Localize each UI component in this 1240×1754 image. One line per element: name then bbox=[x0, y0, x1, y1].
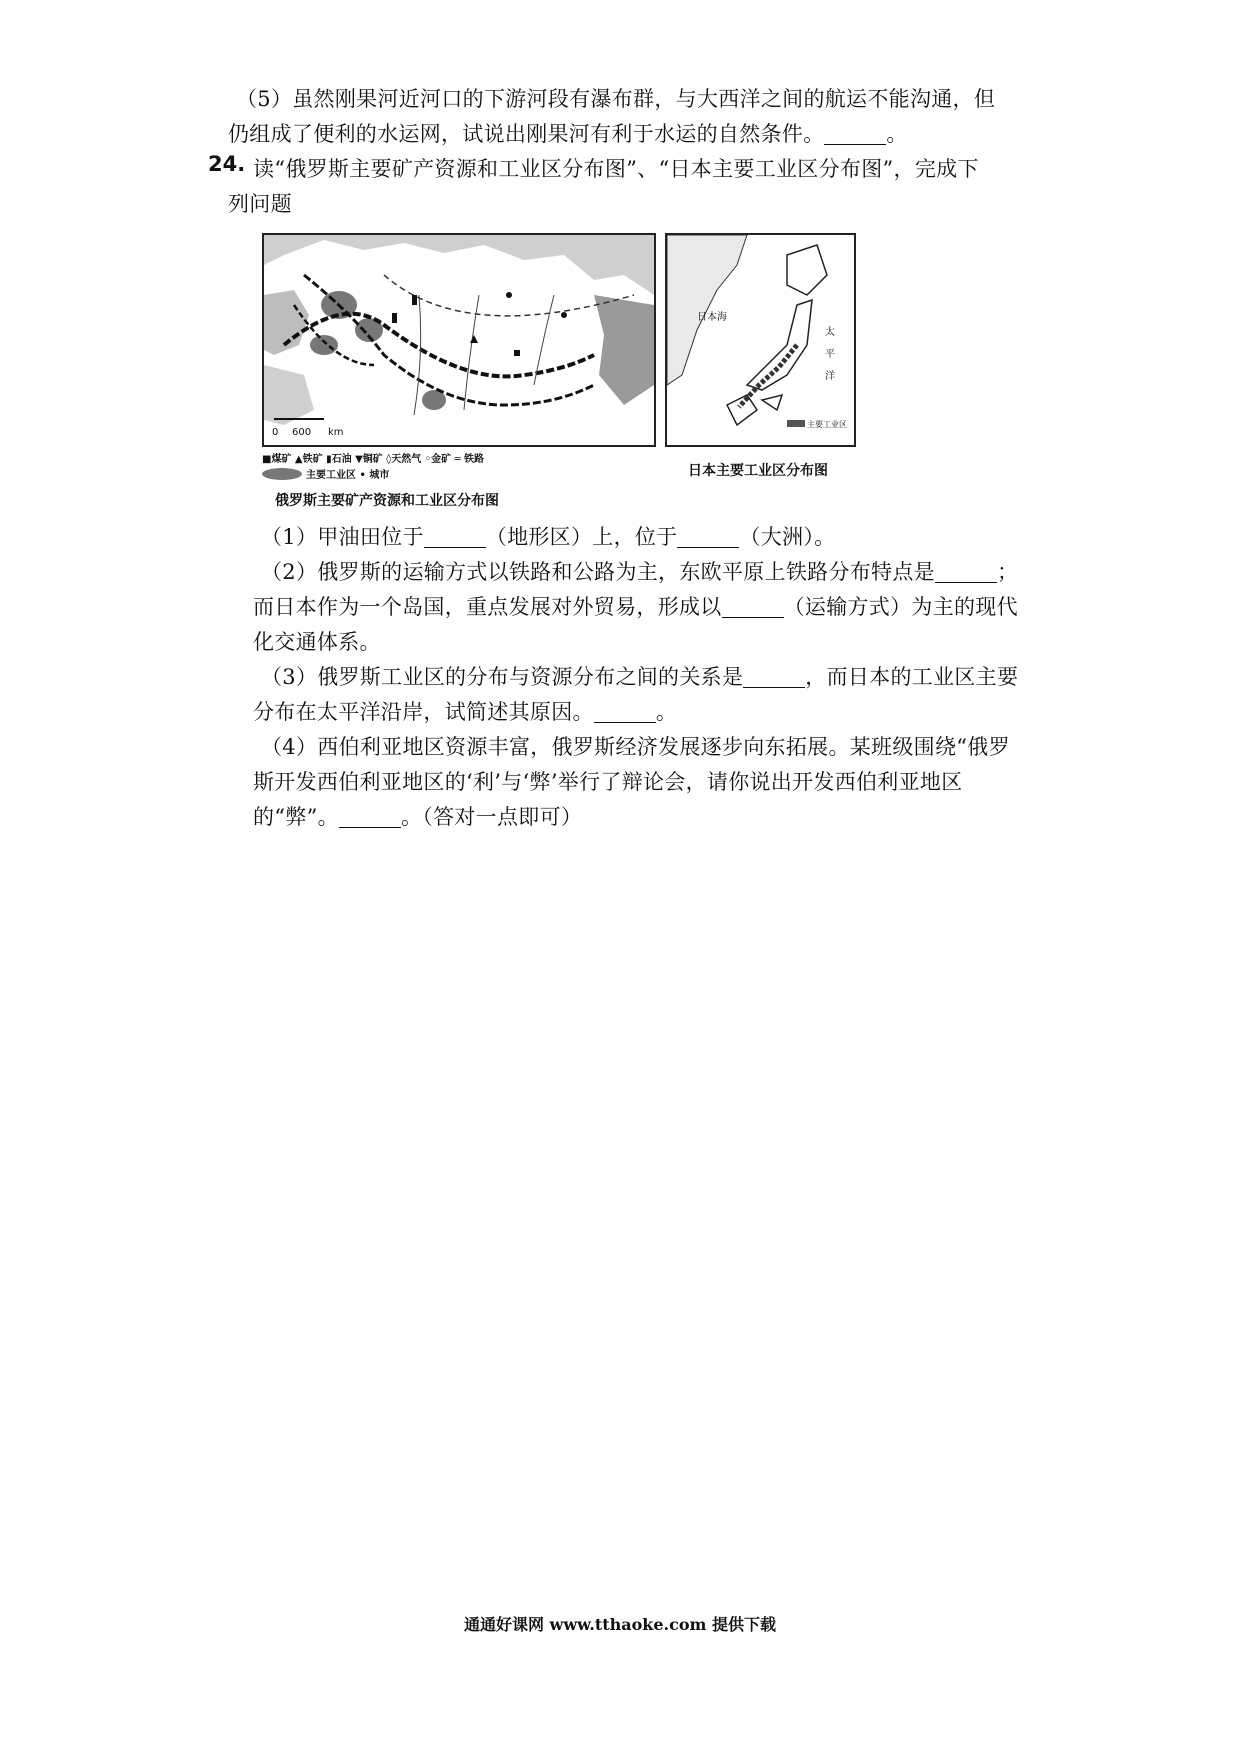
russia-map-legend-1: ■煤矿 ▲铁矿 ▮石油 ▼铜矿 ◊天然气 ◦金矿 ═ 铁路 bbox=[262, 454, 485, 465]
russia-map-drawing bbox=[264, 235, 654, 445]
industrial-area-swatch bbox=[262, 468, 302, 480]
q24-stem-line2: 列问题 bbox=[228, 192, 292, 216]
pacific-label-3: 洋 bbox=[825, 371, 835, 382]
japan-legend-label: 主要工业区 bbox=[807, 420, 847, 429]
q24-p4-line1: （4）西伯利亚地区资源丰富，俄罗斯经济发展逐步向东拓展。某班级围绕“俄罗 bbox=[261, 735, 1010, 759]
answer-blank[interactable] bbox=[424, 525, 486, 548]
russia-map-caption: 俄罗斯主要矿产资源和工业区分布图 bbox=[275, 493, 499, 509]
q24-p2-line1: （2）俄罗斯的运输方式以铁路和公路为主，东欧平原上铁路分布特点是 ； bbox=[261, 560, 1019, 584]
q23-part5-line1: （5）虽然刚果河近河口的下游河段有瀑布群，与大西洋之间的航运不能沟通，但 bbox=[236, 87, 996, 111]
japan-map-caption: 日本主要工业区分布图 bbox=[688, 463, 828, 479]
pacific-label-2: 平 bbox=[825, 349, 835, 360]
answer-blank[interactable] bbox=[722, 595, 784, 618]
answer-blank[interactable] bbox=[339, 805, 401, 828]
scale-zero: 0 bbox=[272, 427, 279, 438]
q24-p4-line3: 的“弊”。 。（答对一点即可） bbox=[253, 805, 583, 829]
q24-stem bbox=[228, 152, 1053, 222]
sea-of-japan-label: 日本海 bbox=[697, 312, 727, 323]
japan-map-drawing bbox=[667, 235, 854, 445]
page-footer: 通通好课网 www.tthaoke.com 提供下载 bbox=[463, 1615, 777, 1634]
scale-value: 600 bbox=[292, 427, 312, 438]
answer-blank[interactable] bbox=[935, 560, 997, 583]
russia-map bbox=[262, 233, 656, 447]
q24-p4-line2: 斯开发西伯利亚地区的‘利’与‘弊’举行了辩论会，请你说出开发西伯利亚地区 bbox=[253, 770, 963, 794]
question-number: 24. bbox=[208, 152, 246, 176]
q24-p3-line1: （3）俄罗斯工业区的分布与资源分布之间的关系是 ，而日本的工业区主要 bbox=[261, 665, 1019, 689]
q24-stem-line1: 读“俄罗斯主要矿产资源和工业区分布图”、“日本主要工业区分布图”，完成下 bbox=[253, 157, 979, 181]
answer-blank[interactable] bbox=[594, 700, 656, 723]
japan-map bbox=[665, 233, 856, 447]
q24-p1: （1）甲油田位于 （地形区）上，位于 （大洲）。 bbox=[261, 525, 836, 549]
q23-part5-line2: 仍组成了便利的水运网，试说出刚果河有利于水运的自然条件。 。 bbox=[228, 122, 908, 146]
pacific-label-1: 太 bbox=[825, 327, 835, 338]
q23-part5 bbox=[228, 82, 1048, 152]
q24-p2-line3: 化交通体系。 bbox=[253, 630, 381, 654]
answer-blank[interactable] bbox=[743, 665, 805, 688]
scale-unit: km bbox=[328, 427, 344, 438]
answer-blank[interactable] bbox=[677, 525, 739, 548]
q24-p3-line2: 分布在太平洋沿岸，试简述其原因。 。 bbox=[253, 700, 678, 724]
russia-map-legend-2: 主要工业区 • 城市 bbox=[262, 466, 389, 481]
q24-p2-line2: 而日本作为一个岛国，重点发展对外贸易，形成以 （运输方式）为主的现代 bbox=[253, 595, 1018, 619]
answer-blank[interactable] bbox=[824, 122, 886, 145]
q24-sub-questions bbox=[253, 520, 1053, 835]
